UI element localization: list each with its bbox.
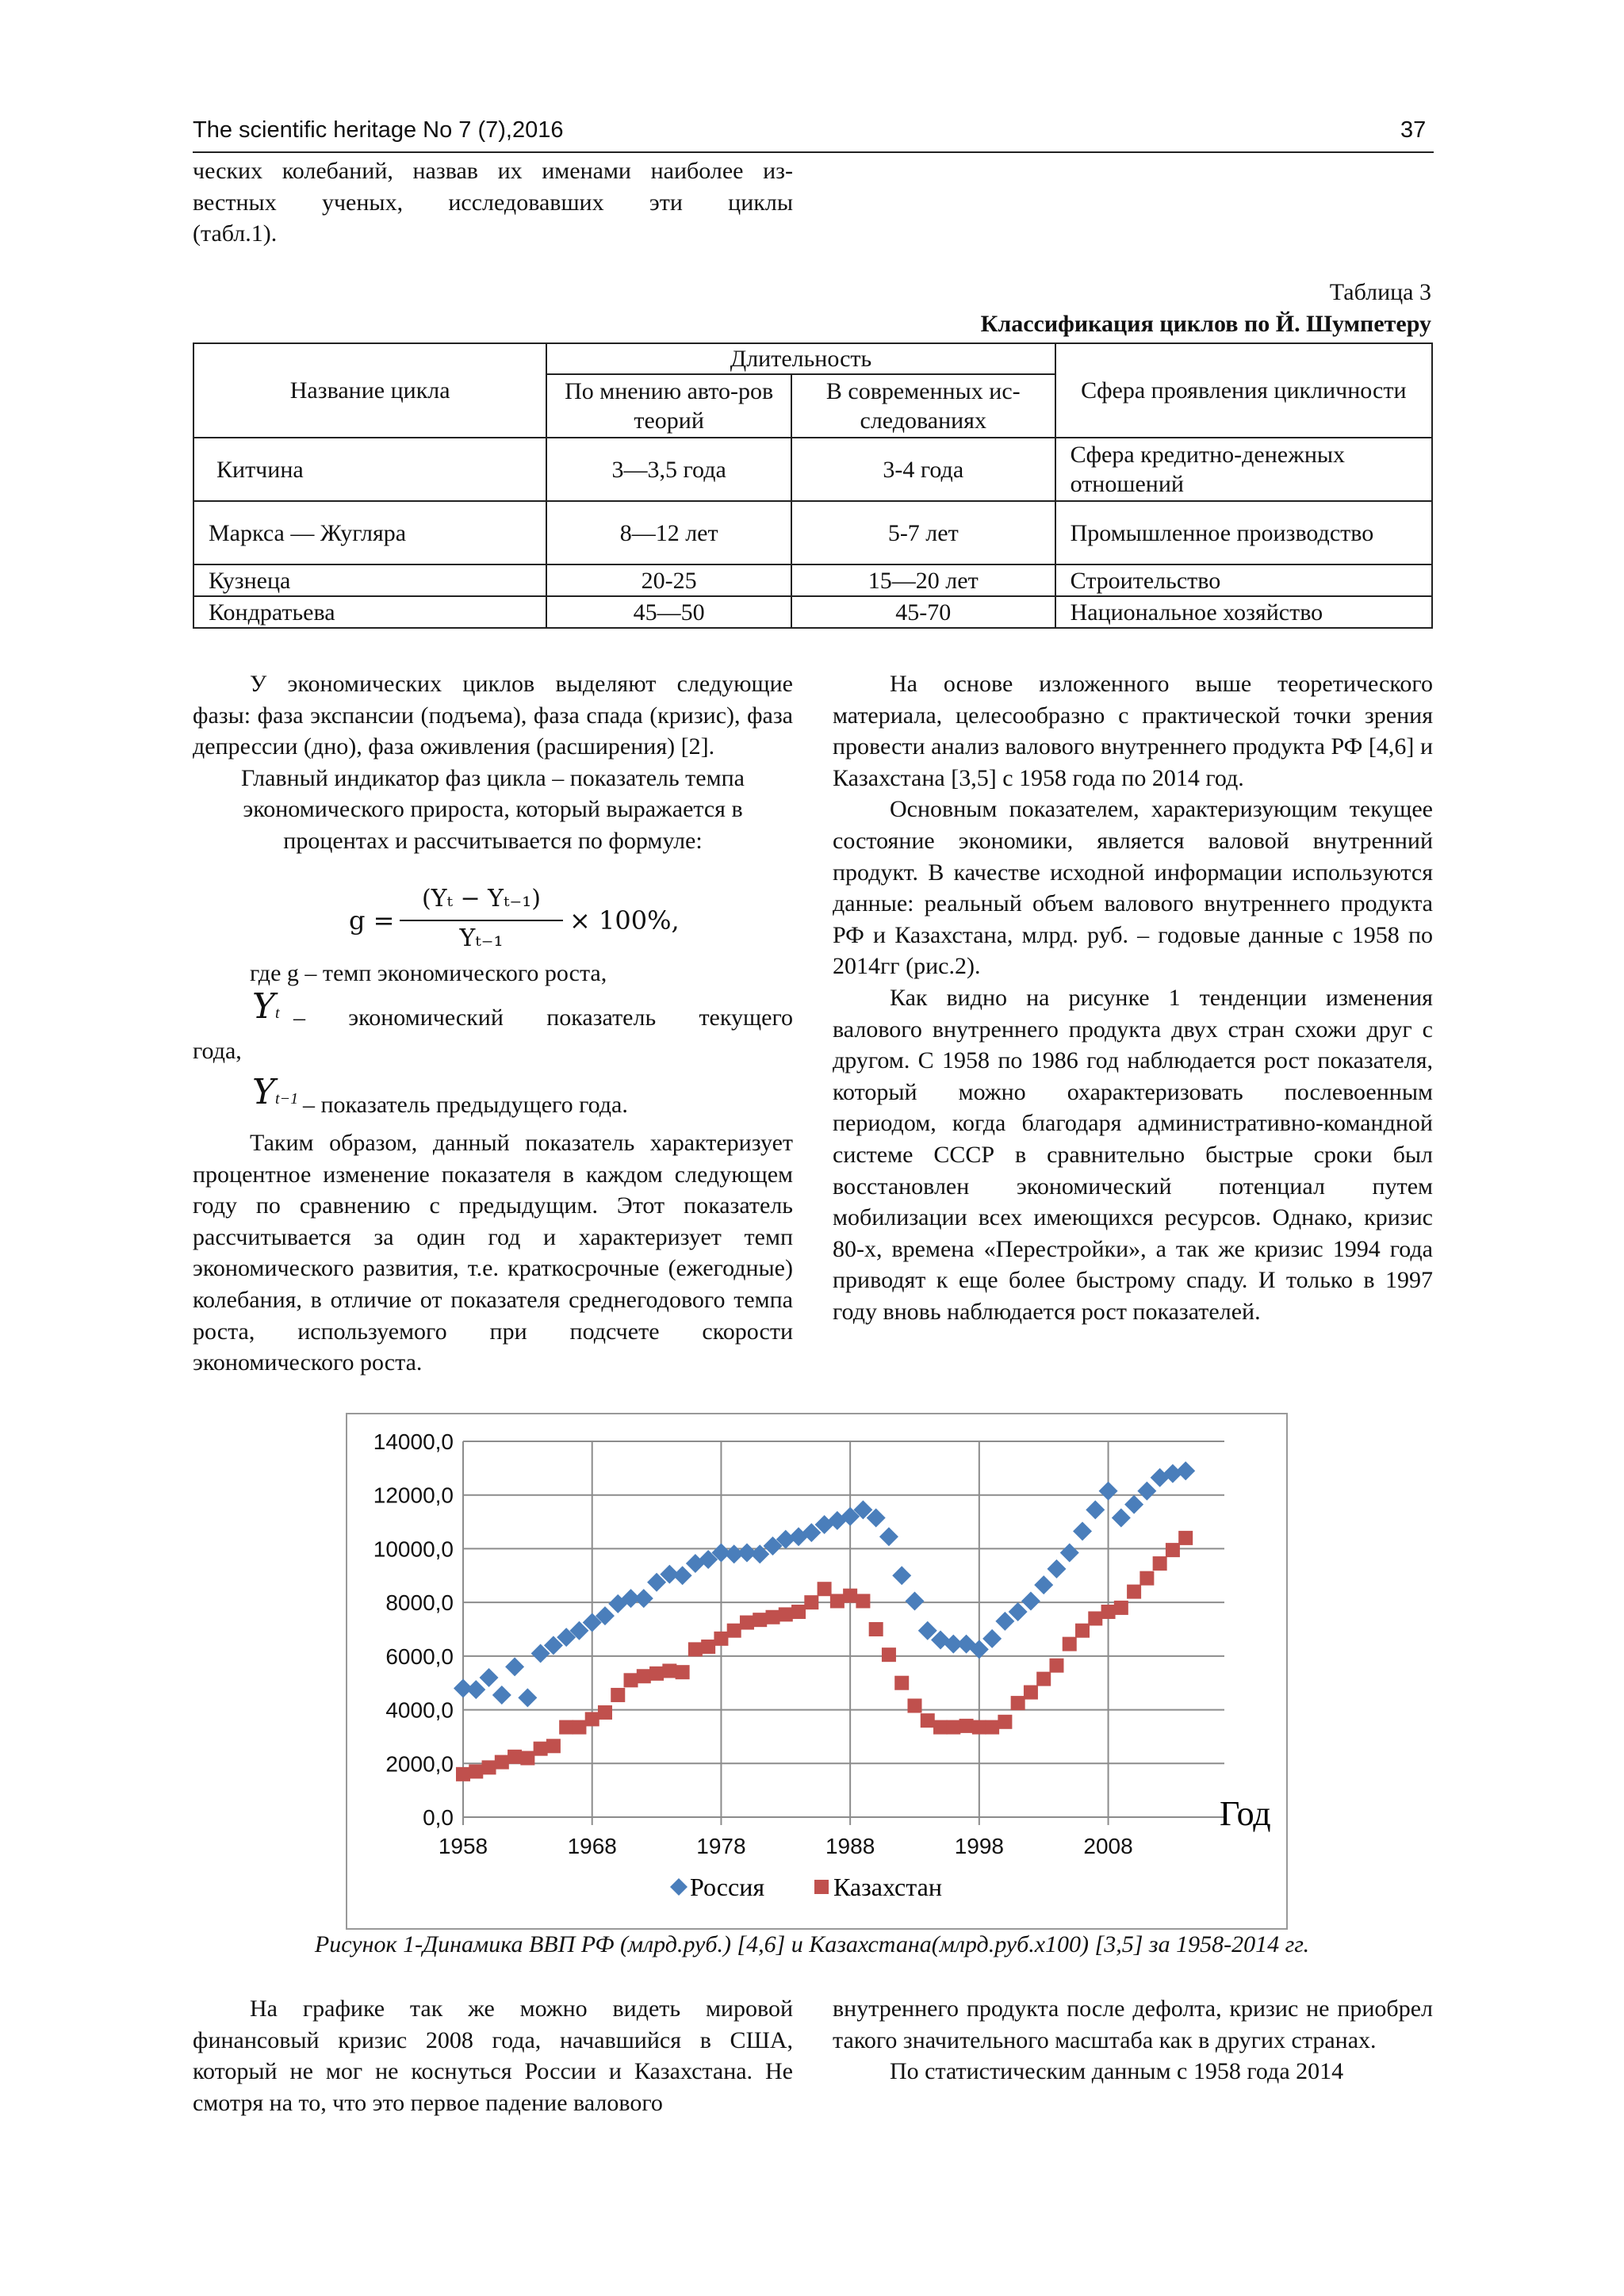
data-point-russia [1112,1508,1131,1527]
data-point-kazakhstan [676,1665,690,1679]
yt-description: – экономический показатель текущего [293,1004,793,1031]
left-paragraph-summary [193,1127,793,1379]
right-paragraph-basis: На основе изложенного выше теоретического материала, целесообразно с практической точки зрения провести анализ валового внутреннего продукта РФ [4,6] и Казахстана [3,5] с 1958 года по 2014 год. [833,671,1433,791]
x-tick-label: 1968 [567,1834,617,1858]
data-point-kazakhstan [894,1676,909,1690]
cycle-modern: 45-70 [791,596,1055,628]
cycle-sphere: Промышленное производство [1055,501,1432,564]
data-point-kazakhstan [1024,1686,1038,1700]
col-header-modern: В современных ис-следованиях [791,374,1055,438]
data-point-kazakhstan [1011,1696,1025,1710]
yt1-description: – показатель предыдущего года. [303,1092,628,1118]
yt-description-cont: года, [193,1038,242,1064]
data-point-kazakhstan [534,1742,548,1756]
bottom-left-paragraph: На графике так же можно видеть мировой финансовый кризис 2008 года, начавшийся в США, который не мог не коснуться России и Казахстана. Не смотря на то, что это первое падение валового [193,1996,793,2116]
data-point-kazakhstan [482,1760,496,1774]
intro-line-1: ческих колебаний, назвав их именами наиболее из- [193,158,793,184]
bottom-left-column [193,1993,793,2118]
data-point-russia [1060,1544,1079,1563]
data-point-russia [1124,1495,1143,1514]
data-point-kazakhstan [972,1720,986,1735]
formula-rhs: × 100%, [569,905,680,936]
data-point-kazakhstan [1114,1601,1128,1615]
formula-numerator: (Yₜ − Yₜ₋₁) [422,885,541,913]
data-point-kazakhstan [1101,1605,1116,1619]
yt1-subscript: t−1 [275,1090,299,1108]
data-point-russia [1176,1461,1195,1480]
y-tick-label: 2000,0 [385,1751,454,1777]
cycle-modern: 5-7 лет [791,501,1055,564]
data-point-kazakhstan [585,1712,599,1726]
table-row [193,438,1432,501]
col-header-duration: Длительность [546,343,1055,374]
data-point-kazakhstan [559,1720,573,1735]
data-point-kazakhstan [662,1663,676,1678]
data-point-kazakhstan [688,1642,703,1656]
data-point-kazakhstan [804,1595,818,1609]
y-tick-label: 14000,0 [373,1429,454,1454]
cycle-modern: 15—20 лет [791,564,1055,596]
data-point-kazakhstan [727,1624,741,1638]
cycle-authors: 8—12 лет [546,501,791,564]
col-header-sphere: Сфера проявления цикличности [1055,343,1432,438]
data-point-kazakhstan [546,1739,561,1753]
table-row [193,596,1432,628]
data-point-kazakhstan [830,1594,845,1608]
data-point-russia [879,1527,898,1546]
bottom-right-column [833,1993,1433,2087]
data-point-kazakhstan [1036,1672,1051,1686]
cycle-modern: 3-4 года [791,438,1055,501]
gdp-chart-svg [347,1414,1286,1928]
data-point-russia [466,1680,485,1699]
cycle-name: Китчина [193,438,546,501]
formula-lhs: g = [349,905,395,936]
right-paragraph-trends: Как видно на рисунке 1 тенденции изменения валового внутреннего продукта двух стран схожи друг с другом. С 1958 по 1986 год наблюдается рост показателя, который можно охарактеризовать послевоенным периодом, когда благодаря административно-командной системе СССР в сравнительно быстрые сроки был восстановлен экономический потенциал путем мобилизации всех имеющихся ресурсов. Однако, кризис 80-х, времена «Перестройки», а так же кризис 1994 года приводят к еще более быстрому спаду. И только в 1997 году вновь наблюдается рост показателей. [833,984,1433,1325]
intro-line-2: вестных ученых, исследовавших эти циклы [193,189,793,216]
chart-legend [670,1873,942,1901]
data-point-kazakhstan [1049,1659,1063,1673]
data-point-kazakhstan [701,1640,715,1654]
data-point-russia [982,1629,1002,1648]
fraction-bar [400,920,563,921]
data-point-kazakhstan [869,1622,883,1636]
formula-denominator: Yₜ₋₁ [459,924,504,952]
data-point-russia [1073,1521,1092,1540]
data-point-kazakhstan [1166,1543,1180,1557]
gdp-chart [346,1413,1288,1930]
data-point-russia [518,1688,537,1707]
y-tick-label: 10000,0 [373,1536,454,1562]
data-point-kazakhstan [572,1720,586,1735]
data-point-kazakhstan [1127,1585,1141,1599]
y-tick-label: 4000,0 [385,1697,454,1723]
yt-subscript: t [275,1004,280,1022]
cycle-authors: 45—50 [546,596,791,628]
x-tick-label: 1978 [696,1834,746,1858]
data-point-russia [1034,1575,1053,1594]
data-point-kazakhstan [818,1582,832,1596]
data-point-kazakhstan [856,1594,870,1608]
yt-letter: Y [252,986,276,1027]
data-point-russia [505,1657,524,1676]
data-point-kazakhstan [1139,1571,1154,1586]
data-point-kazakhstan [495,1755,509,1770]
table-row [193,564,1432,596]
y-tick-label: 8000,0 [385,1590,454,1616]
data-point-kazakhstan [959,1719,974,1733]
cycle-name: Маркса — Жугляра [193,501,546,564]
chart-marks [454,1461,1195,1781]
x-tick-label: 1988 [825,1834,875,1858]
data-point-kazakhstan [1178,1531,1193,1545]
cycle-sphere: Национальное хозяйство [1055,596,1432,628]
data-point-kazakhstan [1063,1637,1077,1651]
right-column [833,668,1433,1327]
summary-text: Таким образом, данный показатель характеризует процентное изменение показателя в каждом следующем году по сравнению с предыдущим. Этот показатель рассчитывается за один год и характеризует темп экономического развития, т.е. краткосрочные (ежегодные) колебания, в отличие от показателя среднегодового темпа роста, используемого при подсчете скорости экономического роста. [193,1130,793,1376]
data-point-kazakhstan [637,1669,651,1683]
data-point-russia [905,1591,924,1610]
data-point-russia [480,1668,499,1687]
data-point-kazakhstan [779,1607,793,1621]
data-point-russia [673,1566,692,1585]
bottom-right-paragraph-1: внутреннего продукта после дефолта, кризис не приобрел такого значительного масштаба как в других странах. [833,1996,1433,2053]
x-axis-label: Год [1220,1794,1271,1833]
col-header-authors: По мнению авто-ров теорий [546,374,791,438]
growth-formula [349,885,682,961]
data-point-kazakhstan [753,1613,767,1627]
bottom-right-paragraph-2: По статистическим данным с 1958 года 2014 [890,2058,1344,2085]
data-point-kazakhstan [882,1647,896,1662]
data-point-kazakhstan [933,1720,948,1735]
legend-label-kazakhstan: Казахстан [833,1873,942,1901]
cycle-sphere: Строительство [1055,564,1432,596]
data-point-kazakhstan [611,1688,625,1702]
left-paragraph-phases: У экономических циклов выделяют следующие фазы: фаза экспансии (подъема), фаза спада (кризис), фаза депрессии (дно), фаза оживления (расширения) [2]. [193,671,793,760]
figure-caption: Рисунок 1-Динамика ВВП РФ (млрд.руб.) [4,6] и Казахстана(млрд.руб.х100) [3,5] за 1958-2014 гг. [314,1931,1310,1957]
intro-line-3: (табл.1). [193,220,278,247]
right-paragraph-indicator: Основным показателем, характеризующим текущее состояние экономики, является валовой внутренний продукт. В качестве исходной информации используются данные: реальный объем валового внутреннего продукта РФ и Казахстана, млрд. руб. – годовые данные с 1958 по 2014гг (рис.2). [833,796,1433,980]
legend-marker-kazakhstan [814,1880,829,1894]
yt1-symbol [252,1072,298,1112]
data-point-kazakhstan [907,1698,921,1712]
data-point-kazakhstan [740,1616,754,1630]
data-point-russia [1099,1482,1118,1501]
data-point-kazakhstan [469,1764,483,1778]
cycles-table [193,342,1433,629]
data-point-russia [1137,1482,1156,1501]
cycle-name: Кузнеца [193,564,546,596]
data-point-kazakhstan [508,1750,522,1764]
data-point-kazakhstan [921,1713,935,1728]
data-point-kazakhstan [1153,1556,1167,1571]
yt1-letter: Y [252,1072,276,1112]
x-tick-label: 1958 [438,1834,488,1858]
legend-marker-russia [670,1878,688,1896]
y-tick-labels [373,1429,454,1830]
table-row [193,501,1432,564]
left-column [193,668,793,857]
journal-header: The scientific heritage No 7 (7),2016 [193,117,564,143]
data-point-kazakhstan [843,1589,857,1603]
data-point-kazakhstan [998,1715,1012,1729]
cycle-name: Кондратьева [193,596,546,628]
data-point-russia [634,1589,653,1608]
col-header-name: Название цикла [193,343,546,438]
y-tick-label: 0,0 [423,1805,454,1830]
header-rule [193,151,1434,153]
data-point-russia [892,1566,911,1585]
left-paragraph-indicator: Главный индикатор фаз цикла – показатель темпа экономического прироста, который выражается в процентах и рассчитывается по формуле: [241,764,745,854]
cycle-authors: 20-25 [546,564,791,596]
x-tick-labels [439,1834,1133,1858]
yt-symbol [252,986,280,1027]
legend-label-russia: Россия [690,1873,765,1901]
data-point-kazakhstan [1075,1624,1090,1638]
data-point-kazakhstan [791,1605,806,1619]
data-point-kazakhstan [766,1610,780,1624]
data-point-kazakhstan [456,1767,470,1781]
data-point-russia [492,1686,511,1705]
data-point-kazakhstan [1088,1611,1102,1625]
data-point-russia [1047,1559,1066,1578]
cycle-sphere: Сфера кредитно-денежных отношений [1055,438,1432,501]
data-point-kazakhstan [624,1673,638,1687]
table-label: Таблица 3 [1329,279,1431,305]
intro-paragraph [193,155,793,250]
data-point-kazakhstan [985,1720,999,1735]
data-point-kazakhstan [598,1705,612,1720]
y-tick-label: 12000,0 [373,1483,454,1508]
x-tick-label: 2008 [1083,1834,1133,1858]
data-point-kazakhstan [946,1720,960,1735]
data-point-kazakhstan [649,1667,664,1681]
page-number: 37 [1400,117,1427,143]
cycle-authors: 3—3,5 года [546,438,791,501]
y-tick-label: 6000,0 [385,1644,454,1669]
data-point-russia [1086,1500,1105,1519]
x-tick-label: 1998 [954,1834,1004,1858]
data-point-russia [1021,1591,1040,1610]
table-title: Классификация циклов по Й. Шумпетеру [980,311,1431,337]
where-g: где g – темп экономического роста, [250,960,607,986]
data-point-kazakhstan [520,1751,534,1766]
data-point-kazakhstan [714,1632,728,1646]
